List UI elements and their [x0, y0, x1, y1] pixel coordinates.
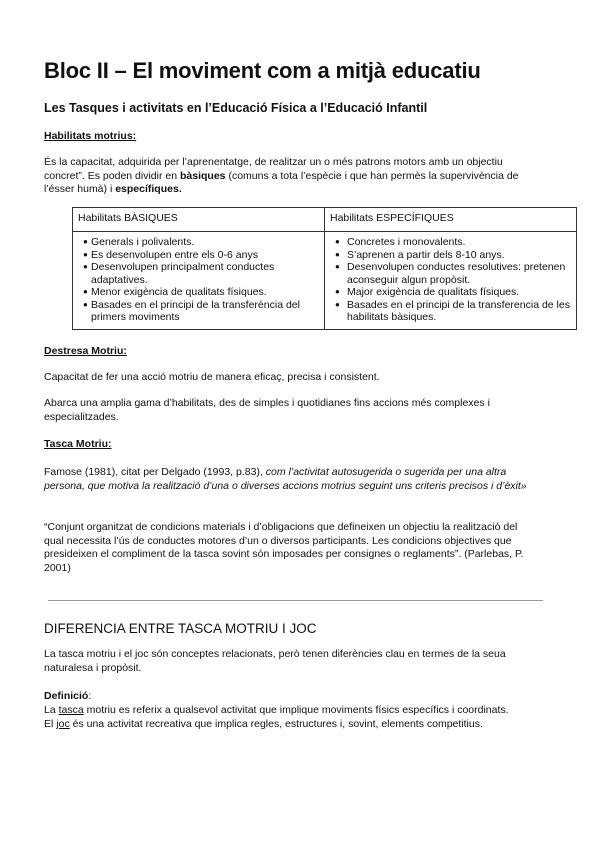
term-tasca: tasca	[58, 704, 84, 716]
definicio-tasca	[44, 704, 544, 718]
list-item: ● Menor exigència de qualitats físiques.	[83, 286, 322, 299]
text-run-bold: bàsiques	[180, 169, 226, 182]
text-run-bold: específiques.	[115, 183, 182, 195]
diferencia-paragraph: La tasca motriu i el joc són conceptes relacionats, però tenen diferències clau en termes de la seua naturalesa i propòsit.	[44, 648, 506, 674]
term-joc: joc	[56, 718, 70, 730]
destresa-paragraph-1: Capacitat de fer una acció motriu de manera eficaç, precisa i consistent.	[44, 371, 380, 383]
list-item: ● Basades en el principi de la transferència del primers moviments	[83, 299, 322, 324]
tasca-paragraph-1	[44, 466, 534, 493]
page-subtitle: Les Tasques i activitats en l’Educació Física a l’Educació Infantil	[44, 101, 428, 115]
table-cell-especifiques	[325, 232, 577, 330]
section-heading-tasca: Tasca Motriu:	[44, 438, 112, 450]
table-cell-basiques	[73, 232, 325, 330]
destresa-paragraph-2: Abarca una amplia gama d’habilitats, des de simples i quotidianes fins accions més complexes i especialitzades.	[44, 397, 490, 423]
list-item: ● Concretes i monovalents.	[335, 236, 574, 249]
horizontal-divider	[48, 600, 543, 601]
section-heading-destresa: Destresa Motriu:	[44, 345, 127, 357]
list-item: ● Generals i polivalents.	[83, 236, 322, 249]
list-item: ● S’aprenen a partir dels 8-10 anys.	[335, 249, 574, 262]
section-heading-habilitats: Habilitats motrius:	[44, 130, 137, 142]
list-item: ● Major exigència de qualitats físiques.	[335, 286, 574, 299]
habilitats-comparison-table	[72, 207, 577, 330]
table-header-especifiques: Habilitats ESPECÍFIQUES	[325, 208, 577, 232]
table-row	[73, 232, 577, 330]
bullet-list-especifiques	[335, 236, 574, 324]
list-item: ● Es desenvolupen entre els 0-6 anys	[83, 249, 322, 262]
list-item: ● Desenvolupen principalment conductes adaptatives.	[83, 261, 322, 286]
text-run: El	[44, 718, 57, 730]
table-header-row	[73, 208, 577, 232]
table-header-basiques: Habilitats BÀSIQUES	[73, 208, 325, 232]
text-run: La	[44, 704, 59, 716]
section-heading-diferencia: DIFERENCIA ENTRE TASCA MOTRIU I JOC	[44, 621, 317, 636]
text-run: (comuns a tota l’espècie i que han permès la supervivència de l’ésser humà) i	[44, 169, 519, 195]
habilitats-definition	[44, 156, 534, 197]
definicio-label-line	[44, 690, 534, 704]
text-run: motriu es referix a qualsevol activitat que implique moviments físics específics i coordinats.	[83, 704, 509, 716]
bullet-list-basiques	[83, 236, 322, 324]
text-run: és una activitat recreativa que implica regles, estructures i, sovint, elements competitius.	[69, 718, 483, 730]
list-item: ● Basades en el principi de la transferencia de les habilitats bàsiques.	[335, 299, 574, 324]
page-title: Bloc II – El moviment com a mitjà educatiu	[44, 58, 481, 83]
text-run: Famose (1981), citat per Delgado (1993, p.83),	[44, 466, 266, 478]
text-run-italic: com l’activitat autosugerida o sugerida per una altra persona, que motiva la realització d’una o diverses accions motrius seguint uns criteris precisos i d’èxit»	[44, 466, 527, 492]
text-run: És la capacitat, adquirida per l’aprenentatge, de realitzar un o més patrons motors amb un objectiu concret”. Es poden dividir en	[44, 156, 503, 182]
definicio-label: Definició	[44, 690, 89, 702]
text-run: :	[88, 690, 92, 702]
definicio-joc	[44, 718, 544, 732]
list-item: ● Desenvolupen conductes resolutives: pretenen aconseguir algun propòsit.	[335, 261, 574, 286]
tasca-paragraph-2: “Conjunt organitzat de condicions materials i d’obligacions que defineixen un objectiu la realització del qual necessita l’ús de conductes motores d’un o diversos participants. Les condicions objectives que presideixen el compliment de la tasca sovint són imposades per consignes o reglaments”. (Parlebas, P. 2001)	[44, 521, 524, 574]
